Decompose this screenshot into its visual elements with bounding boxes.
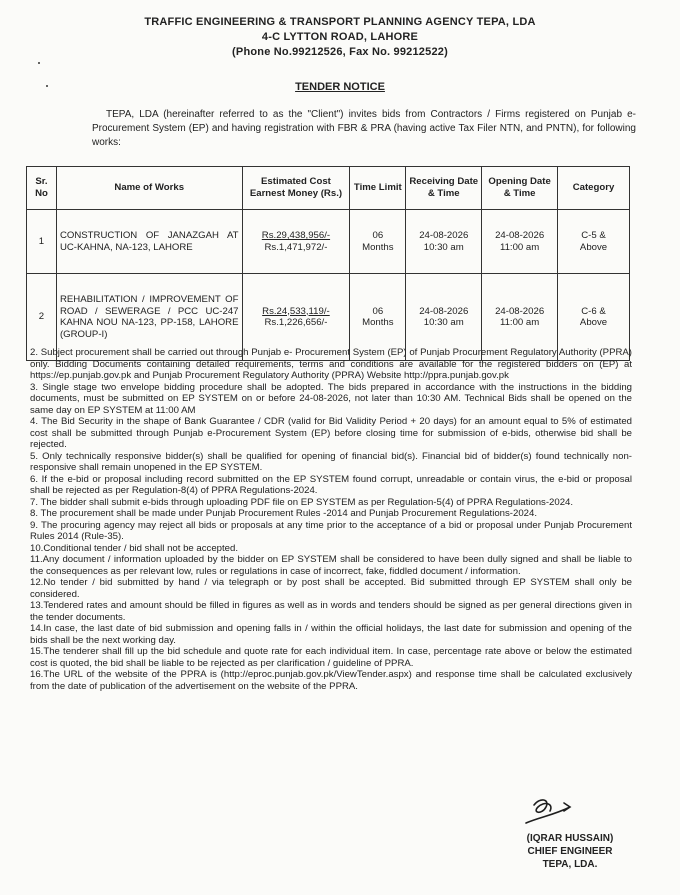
col-header-cost: Estimated Cost Earnest Money (Rs.) [242, 167, 350, 210]
agency-address: 4-C LYTTON ROAD, LAHORE [261, 31, 419, 43]
term-item: 4. The Bid Security in the shape of Bank Guarantee / CDR (valid for Bid Validity Period + 20 days) for an amount equal to 5% of estimated cost shall be submitted through Punjab e-Procurement System (EP) before closing time for submission of e-bids, otherwise bid shall be rejected. [30, 416, 632, 450]
row-sr: 1 [27, 210, 57, 274]
row-receiving-time: 10:30 am [423, 241, 464, 253]
notice-title: TENDER NOTICE [295, 81, 385, 93]
row-opening-date: 24-08-2026 [495, 230, 545, 241]
row-cost-cell [242, 210, 350, 274]
handwritten-signature [520, 793, 580, 833]
col-header-category: Category [558, 167, 630, 210]
col-header-time: Time Limit [350, 167, 406, 210]
signatory-title: CHIEF ENGINEER [527, 846, 613, 857]
row-sr: 2 [27, 274, 57, 361]
row-estimated-cost: Rs.24,533,119/- [262, 305, 330, 317]
term-item: 13.Tendered rates and amount should be filled in figures as well as in words and tenders should be signed as per general directions given in the tender documents. [30, 600, 632, 623]
row-category: C-5 & [581, 230, 606, 241]
row-time-unit: Months [362, 317, 394, 328]
row-opening-time: 11:00 am [499, 241, 540, 253]
terms-list [30, 347, 632, 692]
row-time-value: 06 [372, 305, 384, 317]
term-item: 14.In case, the last date of bid submission and opening falls in / within the official holidays, the last date for submission and opening of the bids shall be the next working day. [30, 623, 632, 646]
row-estimated-cost: Rs.29,438,956/- [261, 230, 331, 241]
row-opening-date: 24-08-2026 [495, 305, 545, 317]
term-item: 5. Only technically responsive bidder(s) shall be qualified for opening of financial bid(s). Financial bid of bidder(s) found technically non-responsive shall remain unopened in the EP SYSTEM. [30, 450, 632, 473]
row-work-name: CONSTRUCTION OF JANAZGAH AT UC-KAHNA, NA-123, LAHORE [56, 210, 242, 274]
term-item: 7. The bidder shall submit e-bids through uploading PDF file on EP SYSTEM as per Regulation-5(4) of PPRA Regulations-2024. [30, 496, 574, 508]
signature-block [510, 832, 630, 871]
col-header-sr: Sr. No [27, 167, 57, 210]
term-item: 8. The procurement shall be made under Punjab Procurement Rules -2014 and Punjab Procurement Regulations-2024. [30, 508, 537, 519]
col-header-name: Name of Works [56, 167, 242, 210]
col-header-receiving: Receiving Date & Time [406, 167, 482, 210]
row-opening-cell [482, 210, 558, 274]
term-item: 11.Any document / information uploaded by the bidder on EP SYSTEM shall be considered to have been dully signed and shall be liable to the consequences as per relevant low, rules or regulations in case of incorrect, fake, fiddled document / information. [30, 554, 632, 577]
row-earnest-money: Rs.1,226,656/- [264, 317, 328, 328]
scan-speck [38, 62, 40, 64]
intro-text: TEPA, LDA (hereinafter referred to as the "Client") invites bids from Contractors / Firms registered on Punjab e- Procurement System (EP) and having registration with FBR & PRA (having active Tax Filer NTN, and PNTN), for following works: [92, 109, 636, 148]
agency-name: TRAFFIC ENGINEERING & TRANSPORT PLANNING AGENCY TEPA, LDA [144, 16, 536, 28]
term-item: 2. Subject procurement shall be carried out through Punjab e- Procurement System (EP) of Punjab Procurement Regulatory Authority (PPRA) only. Bidding Documents containing detailed requirements, terms and conditions are available for the registered bidders on (EP) at https://ep.punjab.gov.pk and Punjab Procurement Regulatory Authority (PPRA) Website http://ppra.punjab.gov.pk [30, 347, 632, 381]
term-item: 10.Conditional tender / bid shall not be accepted. [30, 542, 239, 554]
works-table [26, 166, 630, 361]
term-item: 16.The URL of the website of the PPRA is (http://eproc.punjab.gov.pk/ViewTender.aspx) and response time shall be calculated exclusively from the date of publication of the advertisement on the website of the PPRA. [30, 669, 632, 692]
term-item: 15.The tenderer shall fill up the bid schedule and quote rate for each individual item. In case, percentage rate above or below the estimated cost is quoted, the bid shall be liable to be rejected as per clarification / guideline of PPRA. [30, 646, 632, 669]
row-receiving-date: 24-08-2026 [419, 230, 469, 241]
intro-paragraph [92, 108, 636, 150]
row-time-cell [350, 210, 406, 274]
row-opening-time: 11:00 am [499, 317, 540, 328]
row-category-above: Above [579, 241, 608, 253]
term-item: 9. The procuring agency may reject all bids or proposals at any time prior to the acceptance of a bid or proposal under Punjab Procurement Rules 2014 (Rule-35). [30, 519, 632, 542]
row-receiving-time: 10:30 am [423, 317, 464, 328]
row-earnest-money: Rs.1,471,972/- [264, 241, 328, 253]
row-time-unit: Months [362, 241, 394, 253]
signatory-org: TEPA, LDA. [542, 859, 598, 870]
table-header-row [27, 167, 630, 210]
row-category-cell [558, 210, 630, 274]
notice-title-wrap [0, 81, 680, 93]
row-work-name: REHABILITATION / IMPROVEMENT OF ROAD / SEWERAGE / PCC UC-247 KAHNA NOU NA-123, PP-158, LAHORE (GROUP-I) [56, 274, 242, 361]
col-header-opening: Opening Date & Time [482, 167, 558, 210]
signatory-name: (IQRAR HUSSAIN) [526, 833, 614, 844]
row-time-value: 06 [372, 230, 384, 241]
term-item: 12.No tender / bid submitted by hand / via telegraph or by post shall be accepted. Bid submitted through EP SYSTEM shall only be considered. [30, 577, 632, 600]
row-category-above: Above [579, 317, 608, 328]
table-row [27, 210, 630, 274]
term-item: 3. Single stage two envelope bidding procedure shall be adopted. The bids prepared in accordance with the instructions in the bidding documents, must be submitted on EP SYSTEM on or before 24-08-2026, not later than 10:30 AM. Technical Bids shall be opened on the same day on EP SYSTEM at 11:00 AM [30, 381, 632, 416]
row-category: C-6 & [581, 305, 606, 317]
row-receiving-cell [406, 210, 482, 274]
agency-contact: (Phone No.99212526, Fax No. 99212522) [232, 46, 448, 58]
row-receiving-date: 24-08-2026 [419, 305, 469, 317]
term-item: 6. If the e-bid or proposal including record submitted on the EP SYSTEM found corrupt, unreadable or contain virus, the e-bid or proposal shall be rejected as per Regulation-8(4) of PPRA Regulations-2024. [30, 473, 632, 496]
